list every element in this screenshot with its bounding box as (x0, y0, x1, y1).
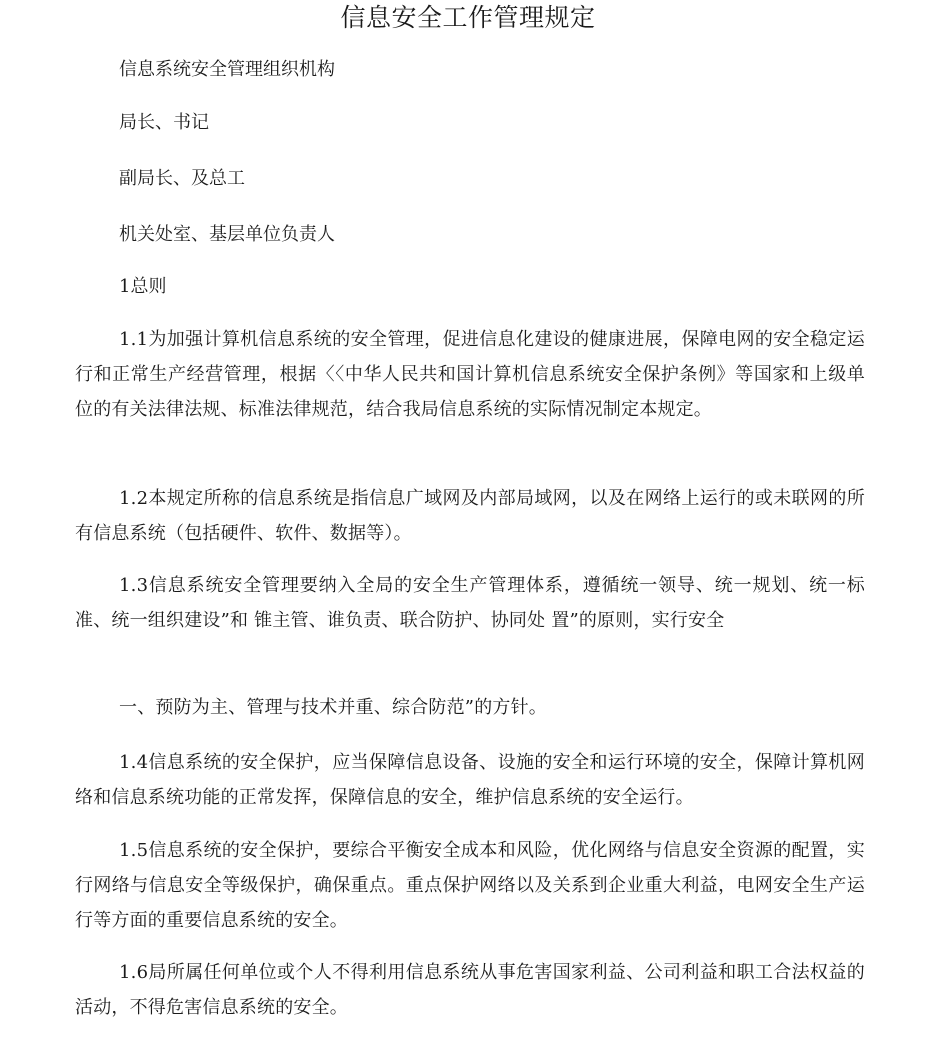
paragraph-1-5: 1.5信息系统的安全保护，要综合平衡安全成本和风险，优化网络与信息安全资源的配置，实行网络与信息安全等级保护，确保重点。重点保护网络以及关系到企业重大利益，电网安全生产运行等方面的重要信息系统的安全。 (75, 840, 865, 931)
paragraph-principle: 一、预防为主、管理与技术并重、综合防范”的方针。 (119, 697, 547, 718)
paragraph-1-3: 1.3信息系统安全管理要纳入全局的安全生产管理体系，遵循统一领导、统一规划、统一标准、统一组织建设”和 锥主管、谁负责、联合防护、协同处 置”的原则，实行安全 (75, 575, 865, 631)
paragraph-1-1: 1.1为加强计算机信息系统的安全管理，促进信息化建设的健康进展，保障电网的安全稳定运行和正常生产经营管理，根据〈〈中华人民共和国计算机信息系统安全保护条例》等国家和上级单位的有关法律法规、标准法律规范，结合我局信息系统的实际情况制定本规定。 (75, 329, 865, 420)
org-line-departments: 机关处室、基层单位负责人 (119, 224, 335, 245)
paragraph-1-2: 1.2本规定所称的信息系统是指信息广域网及内部局域网，以及在网络上运行的或未联网的所有信息系统（包括硬件、软件、数据等）。 (75, 488, 865, 544)
document-title: 信息安全工作管理规定 (340, 3, 596, 32)
org-heading: 信息系统安全管理组织机构 (119, 59, 335, 80)
paragraph-1-4: 1.4信息系统的安全保护，应当保障信息设备、设施的安全和运行环境的安全，保障计算机网络和信息系统功能的正常发挥，保障信息的安全，维护信息系统的安全运行。 (75, 752, 865, 808)
org-line-leaders: 局长、书记 (119, 112, 209, 133)
paragraph-1-6: 1.6局所属任何单位或个人不得利用信息系统从事危害国家利益、公司利益和职工合法权益的活动，不得危害信息系统的安全。 (75, 962, 865, 1018)
org-line-deputies: 副局长、及总工 (119, 168, 245, 189)
section-heading: 1总则 (119, 276, 167, 297)
